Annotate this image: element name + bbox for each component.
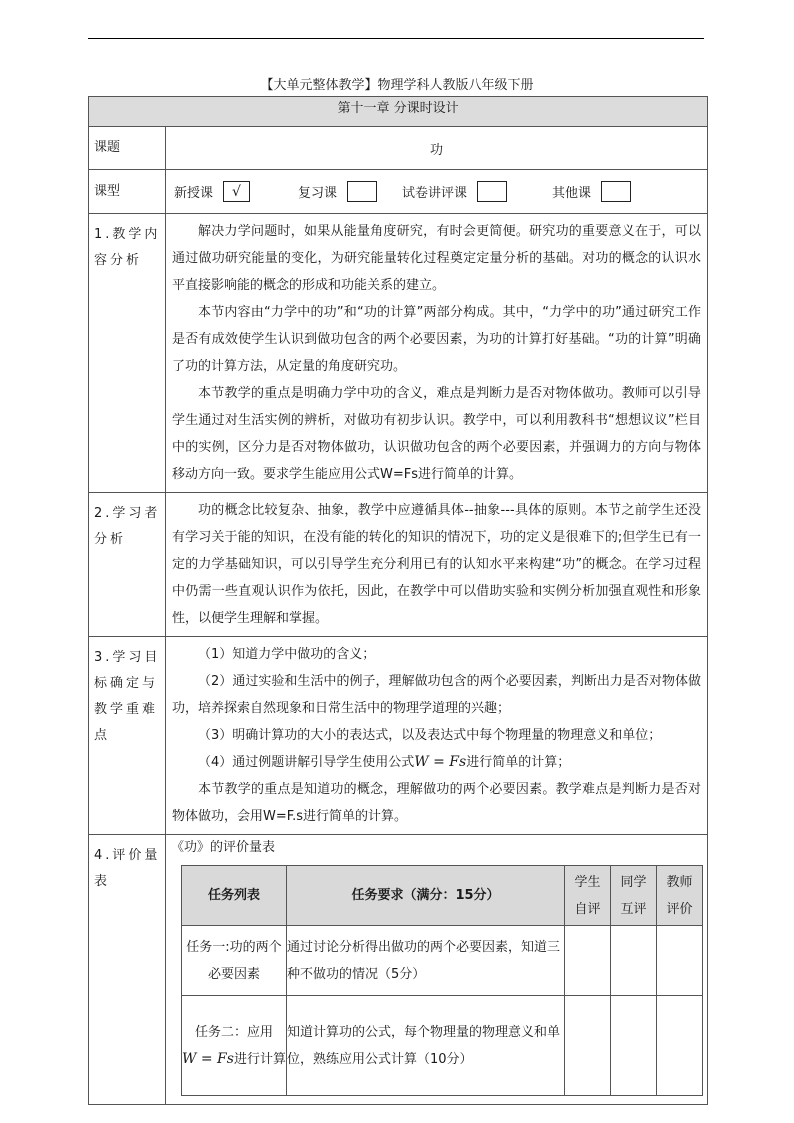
column-task: 任务列表 — [182, 866, 287, 926]
learner-analysis-label: 2.学习者分析 — [89, 493, 166, 637]
paragraph: 本节教学的重点是明确力学中功的含义，难点是判断力是否对物体做功。教师可以引导学生通过对生活实例的辨析，对做功有初步认识。教学中，可以利用教科书“想想议议”栏目中的实例，区分力是否对物体做功，认识做功包含的两个必要因素，并强调力的方向与物体移动方向一致。要求学生能应用公式W=Fs进行简单的计算。 — [172, 386, 702, 482]
objective-item — [172, 749, 701, 776]
self-score-cell[interactable] — [565, 926, 611, 996]
lesson-type-row — [89, 170, 708, 214]
lesson-type-label: 课型 — [89, 170, 166, 214]
type-option-new[interactable] — [174, 181, 298, 202]
rubric-row — [182, 996, 703, 1096]
learner-analysis-text — [166, 493, 708, 637]
objective-text: 进行简单的计算； — [466, 755, 571, 770]
rubric-header-row — [182, 866, 703, 926]
requirement-cell: 知道计算功的公式，每个物理量的物理意义和单位，熟练应用公式计算（10分） — [287, 996, 565, 1096]
paragraph: 功的概念比较复杂、抽象，教学中应遵循具体--抽象---具体的原则。本节之前学生还没有学习关于能的知识，在没有能的转化的知识的情况下，功的定义是很难下的;但学生已有一定的力学基础知识，可以引导学生充分利用已有的认知水平来构建“功”的概念。在学习过程中仍需一些直观认识作为依托，因此，在教学中可以借助实验和实例分析加强直观性和形象性，以便学生理解和掌握。 — [172, 503, 702, 626]
objective-item: （1）知道力学中做功的含义； — [198, 647, 376, 662]
chapter-row — [89, 97, 708, 127]
checkbox-other[interactable] — [601, 181, 631, 202]
lesson-type-options — [166, 170, 708, 214]
checkbox-new[interactable]: √ — [223, 181, 250, 202]
lesson-title: 功 — [166, 127, 708, 170]
task-text: 任务二：应用 — [194, 1024, 273, 1040]
content-analysis-text — [166, 214, 708, 493]
document-header: 【大单元整体教学】物理学科人教版八年级下册 — [260, 78, 534, 93]
type-option-review[interactable] — [298, 181, 402, 202]
teacher-score-cell[interactable] — [657, 996, 703, 1096]
type-option-label: 试卷讲评课 — [402, 186, 468, 201]
column-peer: 同学互评 — [611, 866, 657, 926]
type-option-label: 复习课 — [298, 186, 338, 201]
checkbox-exam-review[interactable] — [477, 181, 507, 202]
type-option-label: 新授课 — [174, 186, 214, 201]
type-option-label: 其他课 — [552, 186, 592, 201]
column-self: 学生自评 — [565, 866, 611, 926]
learner-analysis-row — [89, 493, 708, 637]
objectives-label: 3.学习目标确定与教学重难点 — [89, 637, 166, 835]
formula: W = Fs — [182, 1050, 234, 1067]
content-analysis-row — [89, 214, 708, 493]
header-rule — [88, 38, 704, 39]
task-cell — [182, 996, 287, 1096]
evaluation-row — [89, 835, 708, 1105]
peer-score-cell[interactable] — [611, 926, 657, 996]
type-option-exam-review[interactable] — [402, 181, 552, 202]
checkbox-review[interactable] — [347, 181, 377, 202]
task-cell: 任务一:功的两个必要因素 — [182, 926, 287, 996]
objective-item: （2）通过实验和生活中的例子，理解做功包含的两个必要因素，判断出力是否对物体做功，培养探索自然现象和日常生活中的物理学道理的兴趣； — [172, 674, 702, 716]
peer-score-cell[interactable] — [611, 996, 657, 1096]
evaluation-caption: 《功》的评价量表 — [171, 840, 276, 855]
paragraph: 解决力学问题时，如果从能量角度研究，有时会更简便。研究功的重要意义在于，可以通过做功研究能量的变化，为研究能量转化过程奠定定量分析的基础。对功的概念的认识水平直接影响能的概念的形成和功能关系的建立。 — [172, 224, 702, 293]
rubric-table — [181, 865, 703, 1096]
objective-item: （3）明确计算功的大小的表达式，以及表达式中每个物理量的物理意义和单位； — [198, 728, 662, 743]
objectives-summary: 本节教学的重点是知道功的概念，理解做功的两个必要因素。教学难点是判断力是否对物体做功，会用W=F.s进行简单的计算。 — [172, 782, 702, 824]
lesson-label: 课题 — [89, 127, 166, 170]
objectives-row — [89, 637, 708, 835]
type-option-other[interactable] — [552, 181, 631, 202]
objectives-text — [166, 637, 708, 835]
lesson-design-table — [88, 96, 708, 1105]
task-text: 进行计算 — [233, 1051, 286, 1067]
rubric-row — [182, 926, 703, 996]
self-score-cell[interactable] — [565, 996, 611, 1096]
evaluation-label: 4.评价量表 — [89, 835, 166, 1105]
evaluation-content — [166, 835, 708, 1105]
chapter-title: 第十一章 分课时设计 — [89, 97, 708, 127]
lesson-row — [89, 127, 708, 170]
column-teacher: 教师评价 — [657, 866, 703, 926]
content-analysis-label: 1.教学内容分析 — [89, 214, 166, 493]
objective-text: （4）通过例题讲解引导学生使用公式 — [198, 755, 415, 770]
column-requirement: 任务要求（满分：15分） — [287, 866, 565, 926]
formula: W = Fs — [414, 754, 467, 770]
requirement-cell: 通过讨论分析得出做功的两个必要因素，知道三种不做功的情况（5分） — [287, 926, 565, 996]
paragraph: 本节内容由“力学中的功”和“功的计算”两部分构成。其中，“力学中的功”通过研究工作是否有成效使学生认识到做功包含的两个必要因素，为功的计算打好基础。“功的计算”明确了功的计算方法，从定量的角度研究功。 — [172, 305, 702, 374]
teacher-score-cell[interactable] — [657, 926, 703, 996]
